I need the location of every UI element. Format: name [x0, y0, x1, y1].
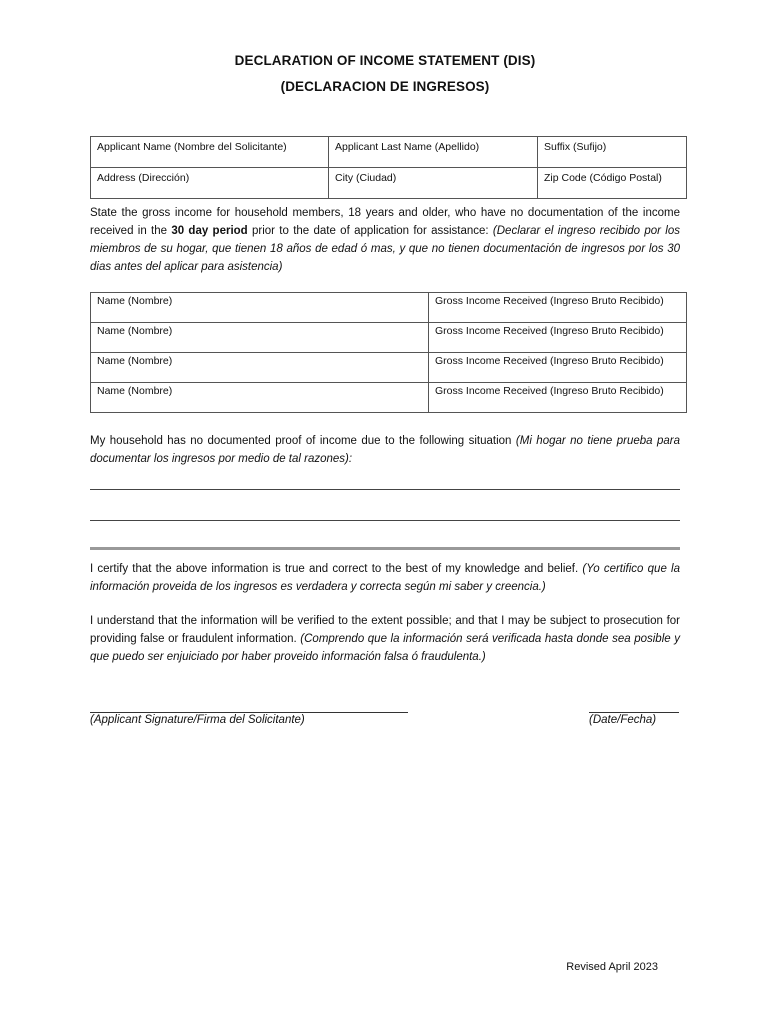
suffix-field[interactable]: Suffix (Sufijo) [538, 137, 687, 168]
signature-line[interactable] [90, 712, 408, 713]
situation-spanish: (Mi hogar no tiene prueba para documentar los ingresos por medio de tal razones): [90, 435, 681, 465]
document-title: DECLARATION OF INCOME STATEMENT (DIS) [234, 53, 536, 68]
table-row [91, 137, 687, 168]
member-income-field[interactable]: Gross Income Received (Ingreso Bruto Recibido) [429, 293, 687, 323]
verification-statement [90, 612, 680, 666]
city-field[interactable]: City (Ciudad) [329, 168, 538, 199]
member-name-field[interactable]: Name (Nombre) [91, 323, 429, 353]
situation-answer-line-3[interactable] [90, 547, 680, 550]
member-name-field[interactable]: Name (Nombre) [91, 293, 429, 323]
instruction-text: State the gross income for household members, 18 years and older, who have no documentation of the income received in the [90, 207, 680, 237]
table-row [91, 383, 687, 413]
situation-english: My household has no documented proof of income due to the following situation [90, 435, 516, 447]
situation-answer-line-1[interactable] [90, 489, 680, 490]
signature-label: (Applicant Signature/Firma del Solicitante) [90, 714, 305, 726]
date-line[interactable] [589, 712, 679, 713]
situation-answer-line-2[interactable] [90, 520, 680, 521]
income-instruction [90, 204, 680, 276]
understand-english: I understand that the information will be verified to the extent possible; and that I may be subject to prosecution for providing false or fraudulent information. [90, 615, 680, 645]
understand-spanish: (Comprendo que la información será verificada hasta donde sea posible y que puedo ser enjuiciado por haber proveido información falsa ó fraudulenta.) [90, 633, 680, 663]
member-income-field[interactable]: Gross Income Received (Ingreso Bruto Recibido) [429, 323, 687, 353]
applicant-name-field[interactable]: Applicant Name (Nombre del Solicitante) [91, 137, 329, 168]
instruction-spanish: (Declarar el ingreso recibido por los miembros de su hogar, que tienen 18 años de edad ó mas, y que no tienen documentación de ingresos por los 30 dias antes del aplicar para asistencia) [90, 225, 680, 273]
document-subtitle: (DECLARACION DE INGRESOS) [280, 79, 490, 94]
revision-note: Revised April 2023 [566, 961, 658, 973]
zip-code-field[interactable]: Zip Code (Código Postal) [538, 168, 687, 199]
certify-spanish: (Yo certifico que la información proveida de los ingresos es verdadera y correcta según mi saber y creencia.) [90, 563, 680, 593]
situation-statement [90, 432, 680, 468]
table-row [91, 168, 687, 199]
applicant-last-name-field[interactable]: Applicant Last Name (Apellido) [329, 137, 538, 168]
member-name-field[interactable]: Name (Nombre) [91, 383, 429, 413]
member-income-field[interactable]: Gross Income Received (Ingreso Bruto Recibido) [429, 353, 687, 383]
member-income-field[interactable]: Gross Income Received (Ingreso Bruto Recibido) [429, 383, 687, 413]
date-label: (Date/Fecha) [589, 714, 657, 726]
household-members-table [90, 292, 687, 413]
certify-english: I certify that the above information is true and correct to the best of my knowledge and belief. [90, 563, 583, 575]
certification-statement [90, 560, 680, 596]
table-row [91, 353, 687, 383]
instruction-text-cont: prior to the date of application for assistance: [247, 225, 493, 237]
member-name-field[interactable]: Name (Nombre) [91, 353, 429, 383]
table-row [91, 293, 687, 323]
address-field[interactable]: Address (Dirección) [91, 168, 329, 199]
table-row [91, 323, 687, 353]
instruction-bold-period: 30 day period [171, 225, 248, 237]
applicant-info-table [90, 136, 687, 199]
